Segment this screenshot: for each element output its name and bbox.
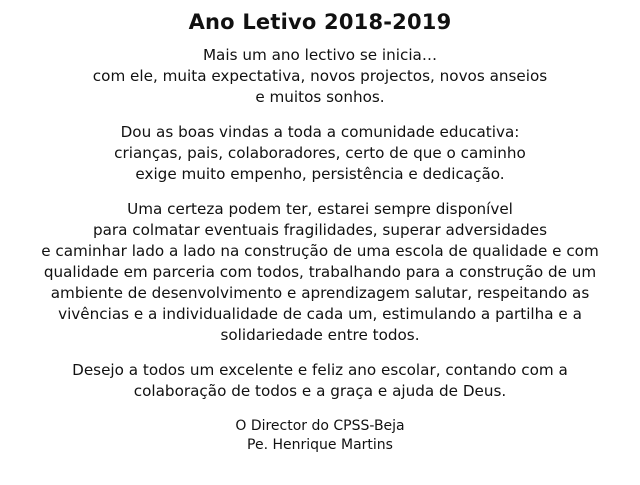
text-line: Desejo a todos um excelente e feliz ano escolar, contando com a: [72, 361, 568, 379]
text-line: crianças, pais, colaboradores, certo de que o caminho: [114, 144, 526, 162]
text-line: solidariedade entre todos.: [220, 326, 420, 344]
text-line: exige muito empenho, persistência e dedicação.: [135, 165, 505, 183]
paragraph-wishes: [0, 360, 640, 402]
text-line: com ele, muita expectativa, novos projectos, novos anseios: [92, 67, 548, 85]
signature-block: [0, 417, 640, 455]
text-line: Uma certeza podem ter, estarei sempre disponível: [127, 200, 513, 218]
page-title: Ano Letivo 2018-2019: [188, 10, 452, 34]
text-line: e muitos sonhos.: [255, 88, 385, 106]
text-line: e caminhar lado a lado na construção de uma escola de qualidade e com: [41, 242, 599, 260]
text-line: colaboração de todos e a graça e ajuda de Deus.: [133, 382, 507, 400]
text-line: para colmatar eventuais fragilidades, superar adversidades: [92, 221, 548, 239]
text-line: Mais um ano lectivo se inicia…: [202, 46, 438, 64]
text-line: ambiente de desenvolvimento e aprendizagem salutar, respeitando as: [50, 284, 590, 302]
text-line: vivências e a individualidade de cada um, estimulando a partilha e a: [58, 305, 582, 323]
paragraph-intro: [0, 45, 640, 108]
paragraph-welcome: [0, 122, 640, 185]
text-line: qualidade em parceria com todos, trabalhando para a construção de um: [43, 263, 597, 281]
paragraph-commitment: [0, 199, 640, 346]
signature-role: O Director do CPSS-Beja: [235, 418, 405, 434]
text-line: Dou as boas vindas a toda a comunidade educativa:: [120, 123, 520, 141]
signature-name: Pe. Henrique Martins: [247, 437, 393, 453]
